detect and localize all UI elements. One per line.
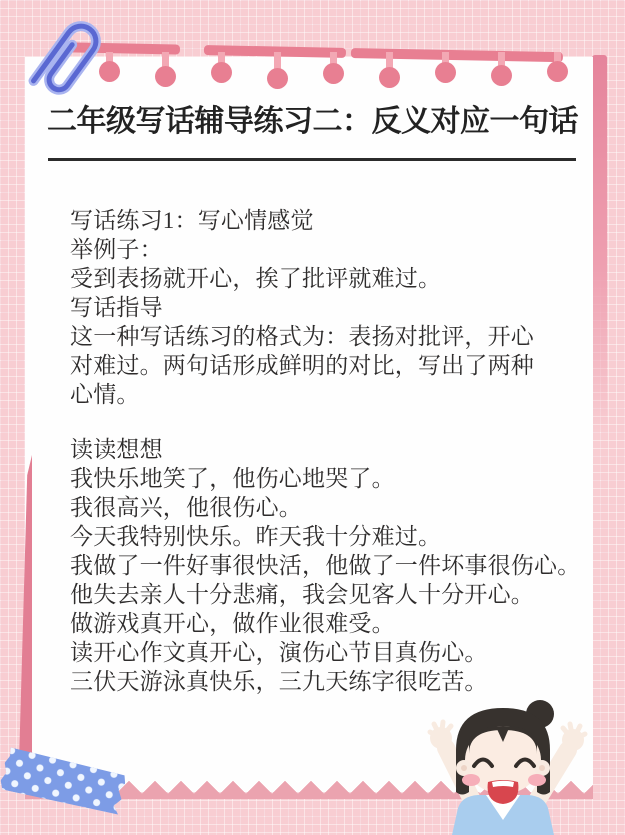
page-title: 二年级写话辅导练习二：反义对应一句话 (47, 105, 578, 138)
text-line: 受到表扬就开心，挨了批评就难过。 (70, 266, 442, 291)
drip-decoration (155, 52, 176, 87)
cheering-girl-illustration (424, 696, 596, 835)
text-line: 做游戏真开心，做作业很难受。 (70, 611, 395, 636)
reading-section (70, 435, 580, 696)
drip-decoration (211, 52, 232, 83)
text-line: 我很高兴，他很伤心。 (70, 495, 302, 520)
text-line: 这一种写话练习的格式为：表扬对批评，开心 (70, 324, 534, 349)
text-line: 举例子： (70, 237, 163, 262)
text-line: 心情。 (70, 382, 140, 407)
drip-decoration (491, 52, 512, 86)
drip-decoration (323, 52, 344, 84)
text-line: 今天我特别快乐。昨天我十分难过。 (70, 524, 442, 549)
drip-decoration (435, 52, 456, 83)
text-line: 三伏天游泳真快乐，三九天练字很吃苦。 (70, 669, 488, 694)
text-line: 他失去亲人十分悲痛，我会见客人十分开心。 (70, 582, 534, 607)
drip-decoration (379, 52, 400, 88)
title-underline (48, 158, 576, 161)
worksheet-text (70, 206, 580, 696)
practice-section (70, 206, 580, 409)
text-line: 我做了一件好事很快活，他做了一件坏事很伤心。 (70, 553, 581, 578)
text-line: 写话指导 (70, 295, 163, 320)
drip-decoration (267, 52, 288, 89)
paperclip-icon (14, 4, 118, 116)
text-line: 写话练习1：写心情感觉 (70, 208, 314, 233)
text-line: 读开心作文真开心，演伤心节目真伤心。 (70, 640, 488, 665)
text-line: 我快乐地笑了，他伤心地哭了。 (70, 466, 395, 491)
drip-decoration (547, 52, 568, 82)
text-line: 读读想想 (70, 437, 163, 462)
text-line: 对难过。两句话形成鲜明的对比，写出了两种 (70, 353, 534, 378)
